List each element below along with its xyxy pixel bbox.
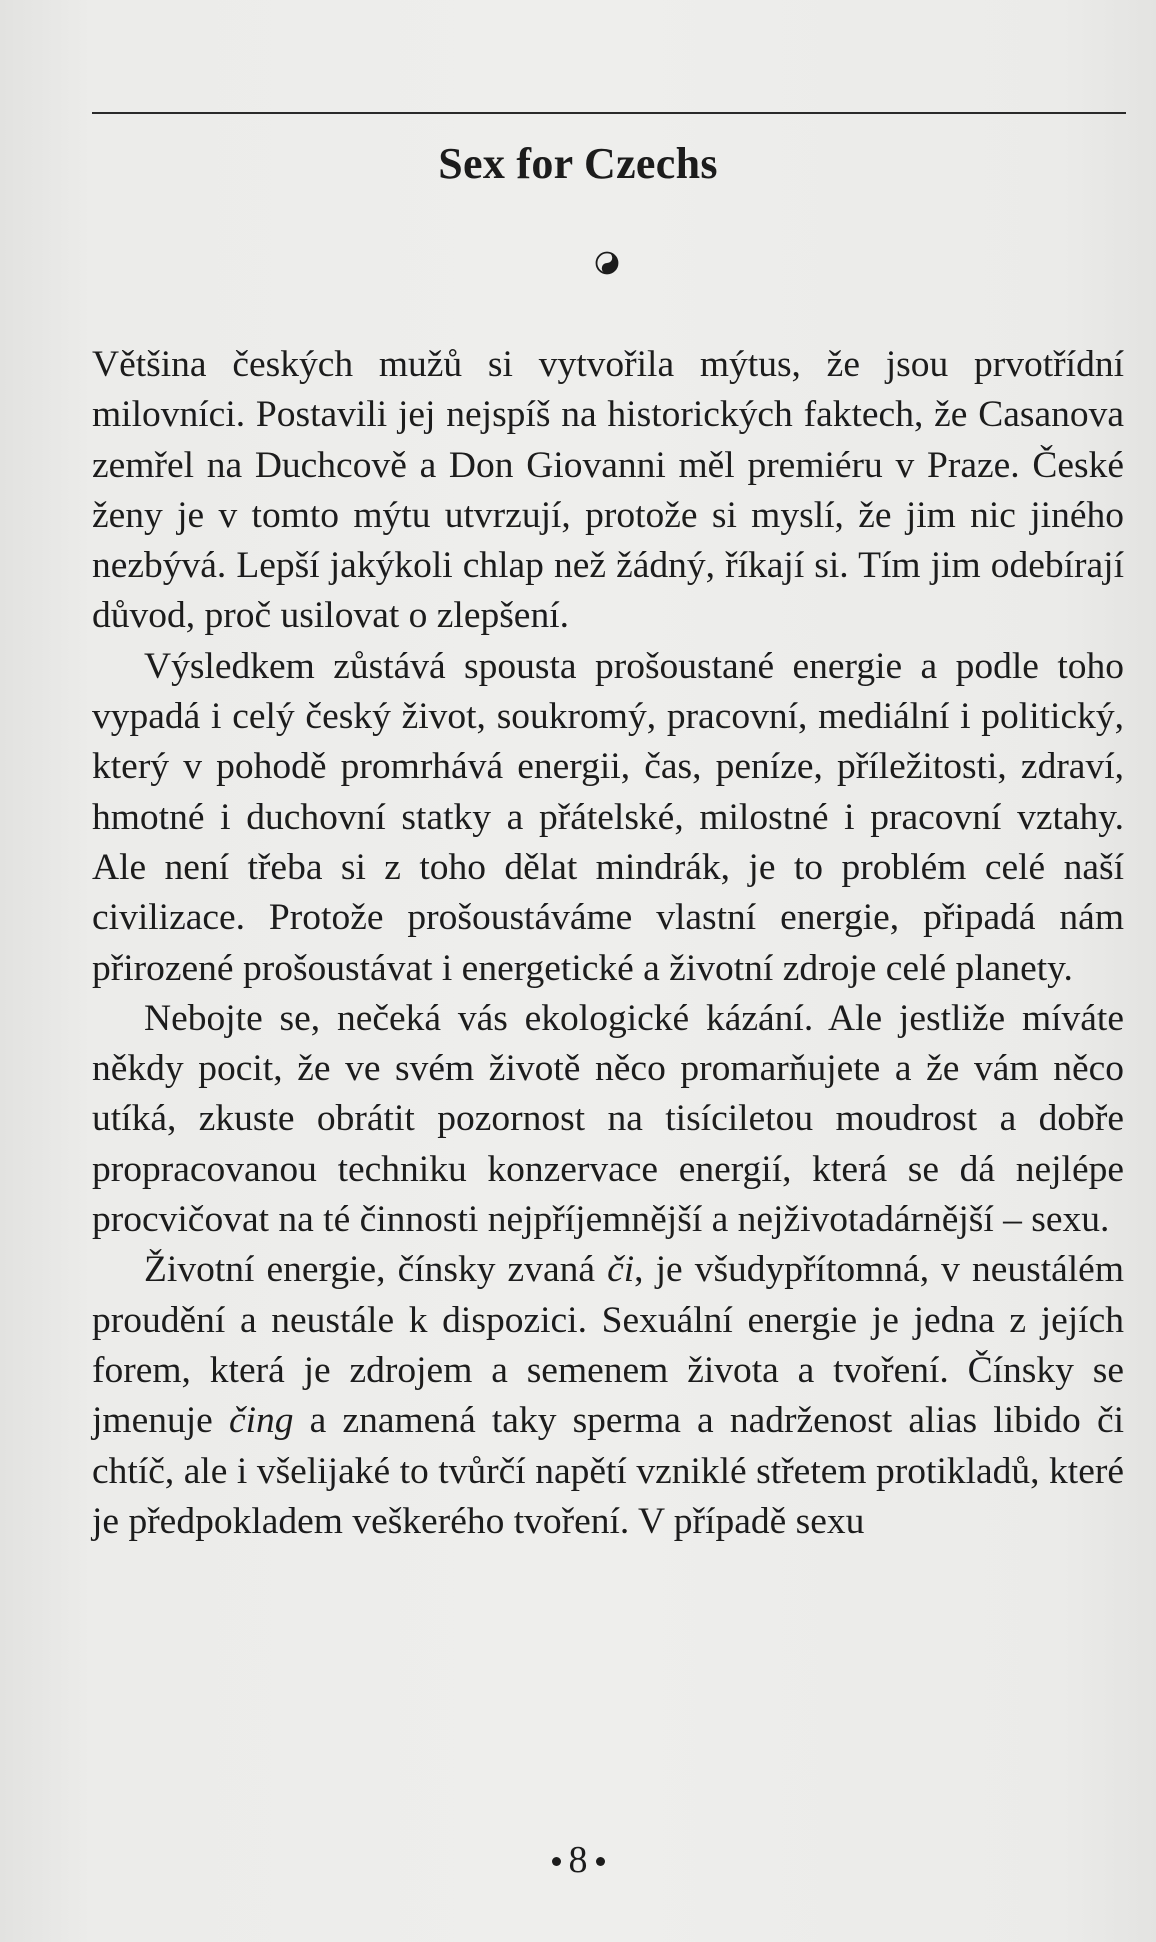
italic-term: či bbox=[607, 1249, 635, 1291]
paragraph bbox=[92, 340, 1124, 642]
text-run: Výsledkem zůstává spousta prošoustané energie a podle toho vypadá i celý český život, soukromý, pracovní, mediální i politický, který v pohodě promrhává energii, čas, peníze, příležitosti, zdraví, hmotné i duchovní statky a přátelské, milostné i pracovní vztahy. Ale není třeba si z toho dělat mindrák, je to problém celé naší civilizace. Protože prošoustáváme vlastní energie, připadá nám přirozené prošoustávat i energetické a životní zdroje celé planety. bbox=[92, 645, 1124, 989]
paragraph bbox=[92, 994, 1124, 1245]
page-number-footer bbox=[0, 1838, 1156, 1882]
paragraph bbox=[92, 1245, 1124, 1547]
text-run: Většina českých mužů si vytvořila mýtus, že jsou prvotřídní milovníci. Postavili jej nejspíš na historických faktech, že Casanova zemřel na Duchcově a Don Giovanni měl premiéru v Praze. České ženy je v tomto mýtu utvrzují, protože si myslí, že jim nic jiného nezbývá. Lepší jakýkoli chlap než žádný, říkají si. Tím jim odebírají důvod, proč usilovat o zlepšení. bbox=[92, 344, 1124, 637]
text-run: , je všudypřítomná, v neustálém proudění a neustále k dispozici. Sexuální energie je jedna z jejích forem, která je zdrojem a semenem života a tvoření. Čínsky se jmenuje bbox=[92, 1249, 1124, 1442]
paragraph bbox=[92, 642, 1124, 994]
text-run: Životní energie, čínsky zvaná bbox=[144, 1249, 608, 1291]
page-number: 8 bbox=[568, 1839, 588, 1881]
bullet-icon bbox=[552, 1857, 561, 1866]
header-rule bbox=[92, 112, 1126, 114]
bullet-icon bbox=[596, 1857, 605, 1866]
text-run: a znamená taky sperma a nadrženost alias libido či chtíč, ale i všelijaké to tvůrčí napětí vzniklé střetem protikladů, které je předpokladem veškerého tvoření. V případě sexu bbox=[92, 1400, 1125, 1542]
italic-term: čing bbox=[228, 1400, 294, 1442]
yin-yang-icon bbox=[595, 251, 619, 275]
chapter-title: Sex for Czechs bbox=[438, 139, 718, 188]
body-text bbox=[92, 340, 1124, 1547]
text-run: Nebojte se, nečeká vás ekologické kázání. Ale jestliže míváte někdy pocit, že ve svém životě něco promarňujete a že vám něco utíká, zkuste obrátit pozornost na tisíciletou moudrost a dobře propracovanou techniku konzervace energií, která se dá nejlépe procvičovat na té činnosti nejpříjemnější a nejživotadárnější – sexu. bbox=[92, 997, 1124, 1241]
